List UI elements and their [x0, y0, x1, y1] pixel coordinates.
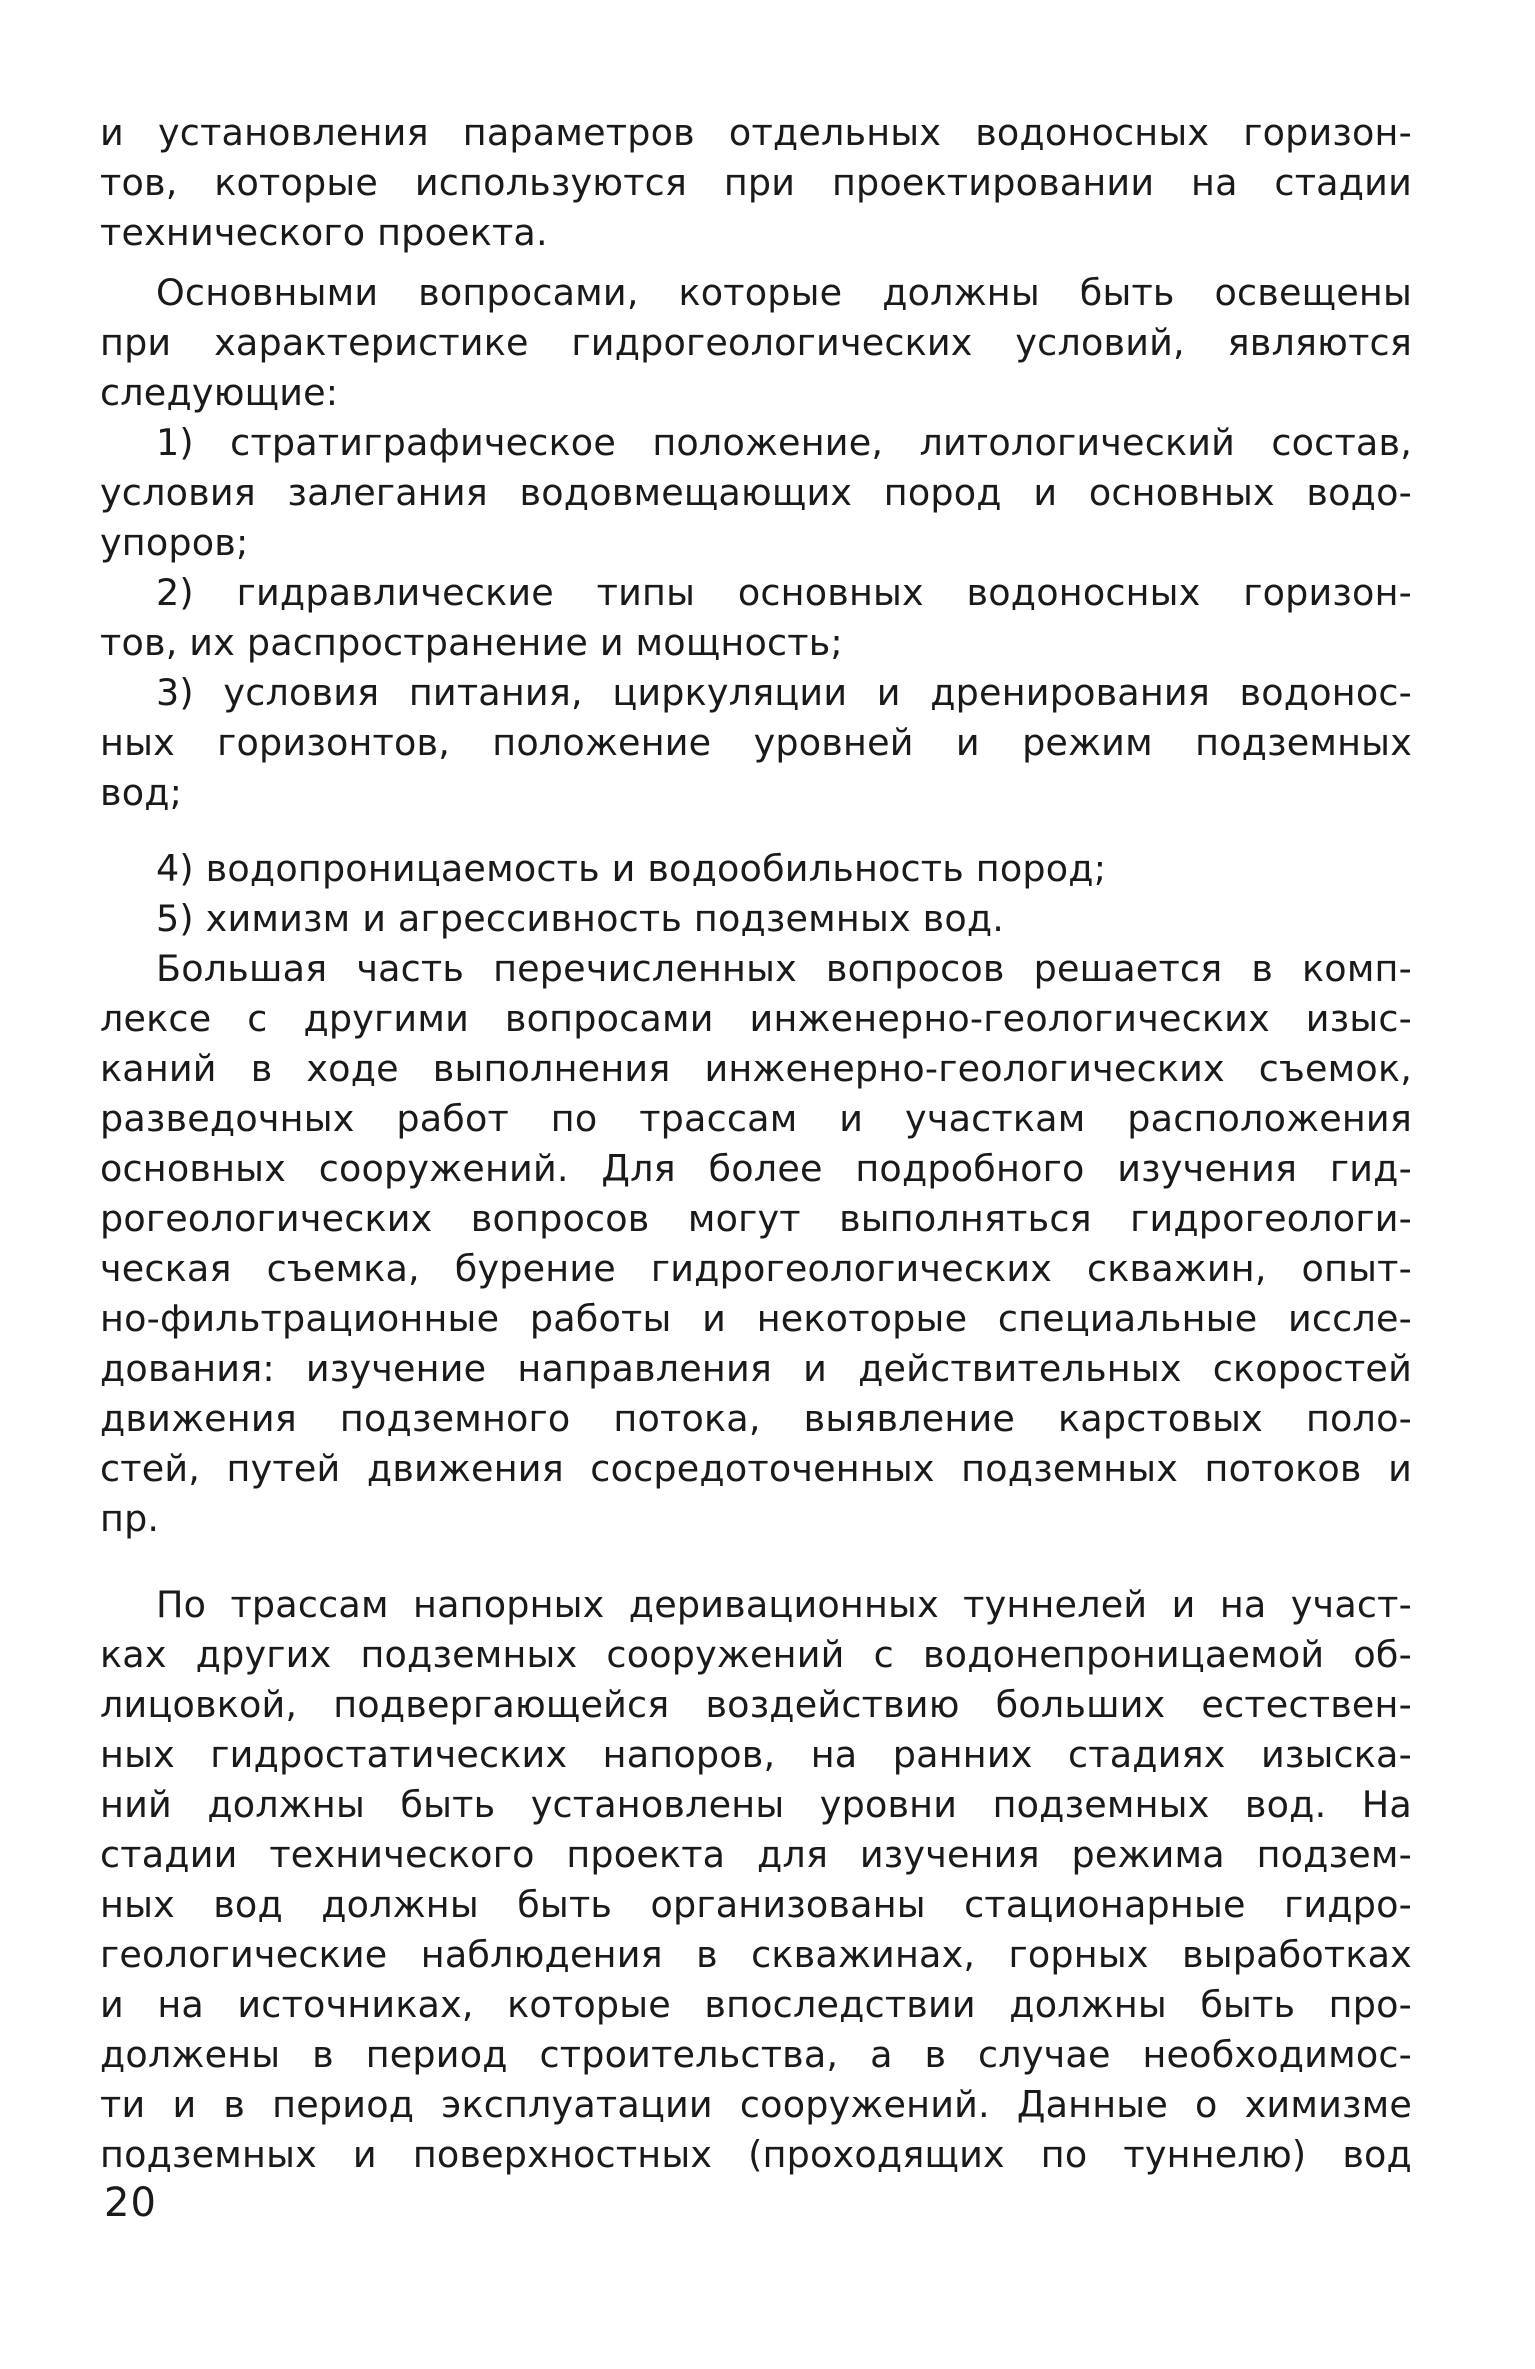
text-line: лексе с другими вопросами инженерно-геологических изыс- — [100, 997, 1412, 1040]
text-line: 1) стратиграфическое положение, литологический состав, — [156, 421, 1412, 464]
text-line: и на источниках, которые впоследствии должны быть про- — [100, 1983, 1412, 2026]
text-line: По трассам напорных деривационных туннелей и на участ- — [156, 1583, 1412, 1626]
text-line: ных горизонтов, положение уровней и режим подземных — [100, 721, 1412, 764]
text-line: 4) водопроницаемость и водообильность пород; — [156, 847, 1107, 890]
text-line: ческая съемка, бурение гидрогеологических скважин, опыт- — [100, 1247, 1412, 1290]
paragraph-1 — [100, 108, 1412, 258]
text-line: технического проекта. — [100, 211, 548, 254]
text-line: дования: изучение направления и действительных скоростей — [100, 1347, 1412, 1390]
paragraph-4 — [100, 1580, 1412, 2180]
text-line: условия залегания водовмещающих пород и основных водо- — [100, 471, 1412, 514]
list-item-5 — [100, 894, 1412, 944]
list-item-1 — [100, 418, 1412, 568]
text-line: геологические наблюдения в скважинах, горных выработках — [100, 1933, 1412, 1976]
list-item-3 — [100, 668, 1412, 818]
list-item-4 — [100, 844, 1412, 894]
text-line: упоров; — [100, 521, 249, 564]
text-line: Большая часть перечисленных вопросов решается в комп- — [156, 947, 1412, 990]
text-line: лицовкой, подвергающейся воздействию больших естествен- — [100, 1683, 1412, 1726]
text-line: но-фильтрационные работы и некоторые специальные иссле- — [100, 1297, 1412, 1340]
list-item-2 — [100, 568, 1412, 668]
text-line: должены в период строительства, а в случае необходимос- — [100, 2033, 1412, 2076]
text-line: 3) условия питания, циркуляции и дренирования водонос- — [156, 671, 1412, 714]
text-line: 2) гидравлические типы основных водоносных горизон- — [156, 571, 1412, 614]
page-number: 20 — [104, 2180, 157, 2226]
text-line: ных гидростатических напоров, на ранних стадиях изыска- — [100, 1733, 1412, 1776]
text-line: ках других подземных сооружений с водонепроницаемой об- — [100, 1633, 1412, 1676]
text-line: подземных и поверхностных (проходящих по туннелю) вод — [100, 2133, 1412, 2176]
numbered-list — [100, 418, 1412, 944]
text-line: следующие: — [100, 371, 339, 414]
text-line: каний в ходе выполнения инженерно-геологических съемок, — [100, 1047, 1412, 1090]
text-line: 5) химизм и агрессивность подземных вод. — [156, 897, 1005, 940]
text-line: Основными вопросами, которые должны быть освещены — [156, 271, 1412, 314]
text-line: пр. — [100, 1497, 160, 1540]
text-line: тов, которые используются при проектировании на стадии — [100, 161, 1412, 204]
text-line: ти и в период эксплуатации сооружений. Данные о химизме — [100, 2083, 1412, 2126]
text-line: вод; — [100, 771, 183, 814]
text-line: и установления параметров отдельных водоносных горизон- — [100, 111, 1412, 154]
text-line: стей, путей движения сосредоточенных подземных потоков и — [100, 1447, 1412, 1490]
text-line: ных вод должны быть организованы стационарные гидро- — [100, 1883, 1412, 1926]
text-line: основных сооружений. Для более подробного изучения гид- — [100, 1147, 1412, 1190]
text-line: движения подземного потока, выявление карстовых поло- — [100, 1397, 1412, 1440]
text-line: разведочных работ по трассам и участкам расположения — [100, 1097, 1412, 1140]
paragraph-3 — [100, 944, 1412, 1544]
text-line: рогеологических вопросов могут выполняться гидрогеологи- — [100, 1197, 1412, 1240]
page-body — [100, 108, 1412, 2180]
text-line: ний должны быть установлены уровни подземных вод. На — [100, 1783, 1412, 1826]
text-line: стадии технического проекта для изучения режима подзем- — [100, 1833, 1412, 1876]
text-line: тов, их распространение и мощность; — [100, 621, 843, 664]
text-line: при характеристике гидрогеологических условий, являются — [100, 321, 1412, 364]
paragraph-2 — [100, 268, 1412, 418]
